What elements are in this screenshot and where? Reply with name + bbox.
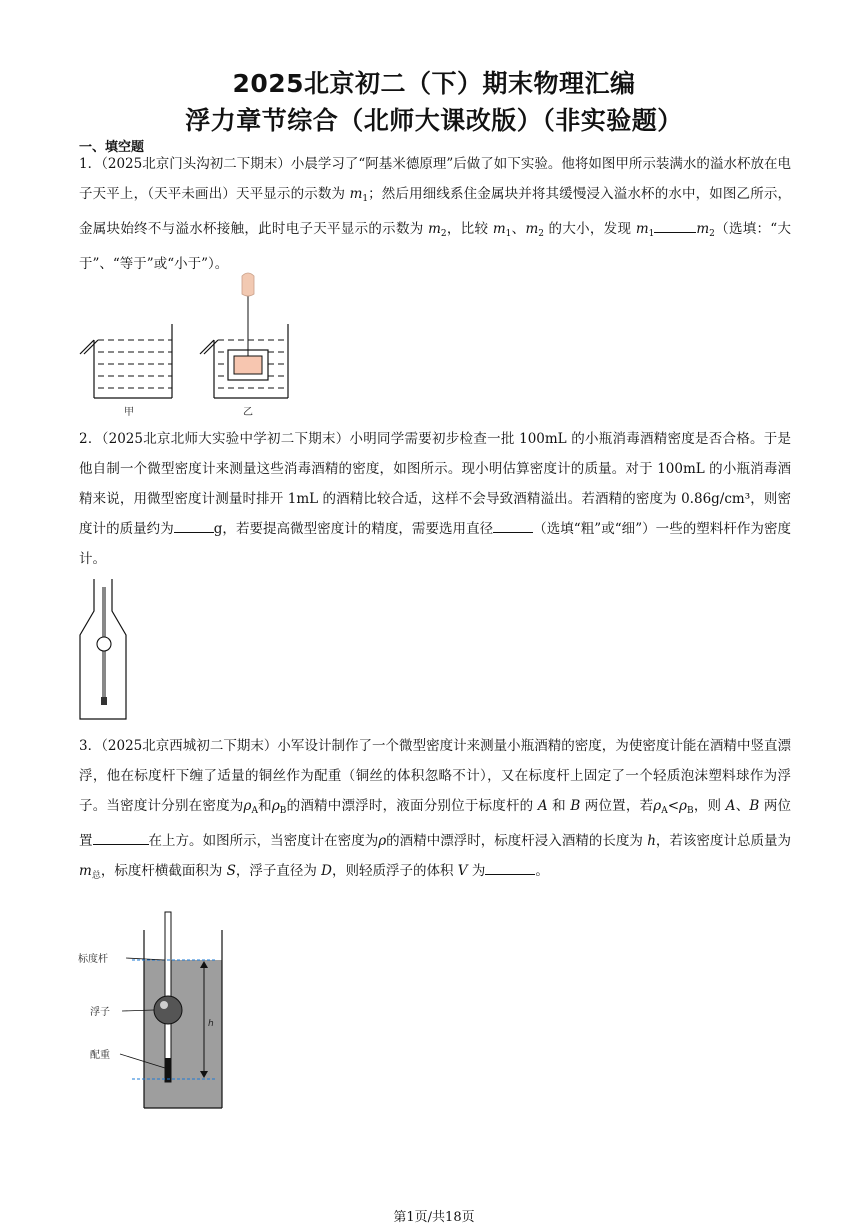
answer-blank bbox=[654, 218, 696, 233]
section-heading: 一、填空题 bbox=[79, 140, 145, 155]
overflow-cup-a bbox=[80, 324, 172, 398]
overflow-cup-b bbox=[200, 273, 288, 398]
question-number: 1． bbox=[79, 156, 102, 172]
answer-blank bbox=[93, 830, 149, 845]
bottle-density-meter-figure bbox=[76, 577, 130, 721]
answer-blank bbox=[493, 518, 533, 533]
question-3: 3．（2025北京西城初二下期末）小军设计制作了一个微型密度计来测量小瓶酒精的密度，为使密度计能在酒精中竖直漂浮，他在标度杆下缠了适量的铜丝作为配重（铜丝的体积忽略不计），又在标度杆上固定了一个轻质泡沫塑料球作为浮子。当密度计分别在密度为$\rho_A$和$\rho_B$的酒精中漂浮时，液面分别位于标度杆的 A 和 B 两位置，若$\rho_A<\rho_B$，则 A、B 两位置 在上方。如图所示，当密度计在密度为ρ的酒精中漂浮时，标度杆浸入酒精的长度为 h，若该密度计总质量为 $m_总$，标度杆横截面积为 S，浮子直径为 D，则轻质浮子的体积 V 为 。 bbox=[79, 738, 792, 881]
overflow-cup-figure bbox=[76, 272, 296, 420]
figure-label-b: 乙 bbox=[243, 407, 253, 418]
label-h: h bbox=[208, 1019, 214, 1029]
question-number: 2． bbox=[79, 431, 102, 447]
label-float: 浮子 bbox=[90, 1007, 110, 1018]
question-source: （2025北京门头沟初二下期末） bbox=[101, 156, 291, 172]
label-weight: 配重 bbox=[90, 1050, 110, 1061]
page-title: 2025北京初二（下）期末物理汇编 bbox=[232, 69, 636, 98]
float-density-meter-figure bbox=[76, 908, 236, 1114]
hand-icon bbox=[242, 273, 254, 296]
page-subtitle: 浮力章节综合（北师大课改版）（非实验题） bbox=[185, 106, 683, 135]
float-ball bbox=[154, 996, 182, 1024]
question-number: 3． bbox=[79, 738, 102, 754]
answer-blank bbox=[485, 860, 535, 875]
question-source: （2025北京西城初二下期末） bbox=[101, 738, 278, 754]
weight-coil bbox=[165, 1058, 171, 1082]
question-2: 2．（2025北京北师大实验中学初二下期末）小明同学需要初步检查一批 100mL 的小瓶消毒酒精密度是否合格。于是他自制一个微型密度计来测量这些消毒酒精的密度，如图所示。现小明估算密度计的质量。对于 100mL 的小瓶消毒酒精来说，用微型密度计测量时排开 1mL 的酒精比较合适，这样不会导致酒精溢出。若酒精的密度为 0.86g/cm³，则密度计的质量约为 g，若要提高微型密度计的精度，需要选用直径 （选填“粗”或“细”）一些的塑料杆作为密度计。 bbox=[79, 431, 792, 567]
question-source: （2025北京北师大实验中学初二下期末） bbox=[101, 431, 350, 447]
question-1: 1．（2025北京门头沟初二下期末）小晨学习了“阿基米德原理”后做了如下实验。他将如图甲所示装满水的溢水杯放在电子天平上，（天平未画出）天平显示的示数为 $m_1$；然后用细线系住金属块并将其缓慢浸入溢水杯的水中，如图乙所示，金属块始终不与溢水杯接触，此时电子天平显示的示数为 $m_2$，比较 $m_1$、$m_2$ 的大小，发现 $m_1$ $m_2$（选填：“大于”、“等于”或“小于”）。 bbox=[79, 156, 791, 272]
figure-label-a: 甲 bbox=[124, 407, 134, 418]
answer-blank bbox=[174, 518, 214, 533]
page-footer: 第1页/共18页 bbox=[393, 1210, 475, 1225]
label-rod: 标度杆 bbox=[78, 954, 108, 965]
